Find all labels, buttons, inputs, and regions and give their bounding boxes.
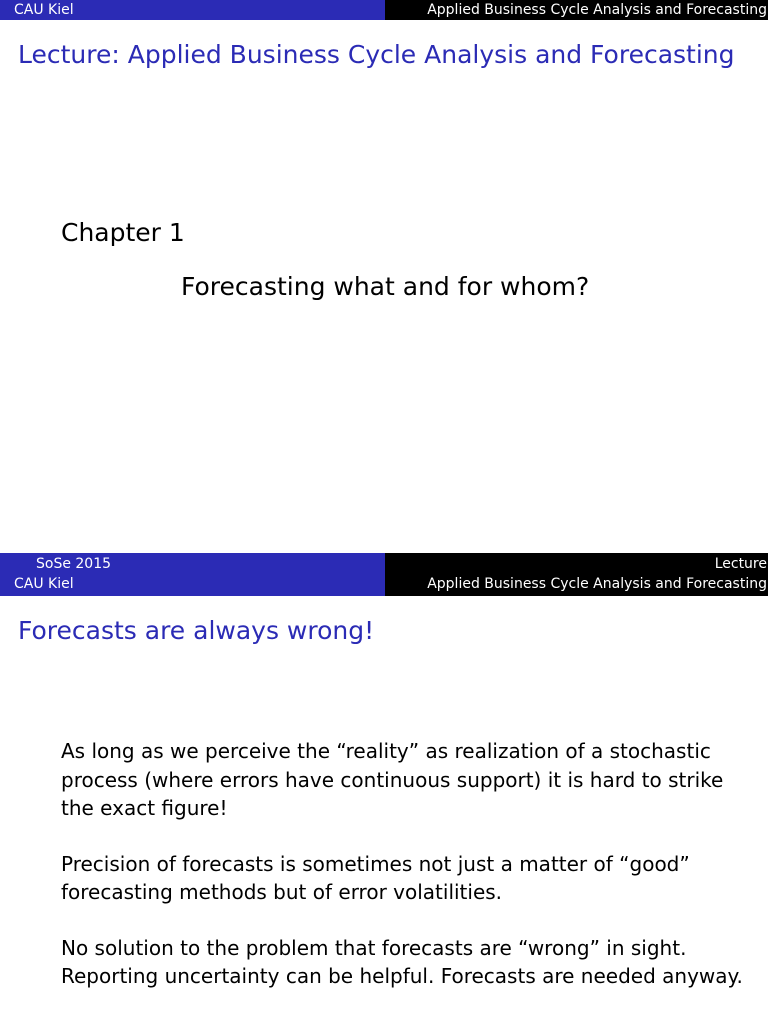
chapter-number: Chapter 1 — [61, 218, 185, 247]
slide1-header-institution: CAU Kiel — [14, 2, 74, 18]
slide-separator-band — [0, 553, 768, 596]
paragraph-stochastic: As long as we perceive the “reality” as realization of a stochastic process (where errors have continuous support) it is hard to strike the exact figure! — [61, 739, 724, 820]
paragraph-solution: No solution to the problem that forecasts are “wrong” in sight. Reporting uncertainty can be helpful. Forecasts are needed anyway. — [61, 935, 743, 988]
slide2-header-institution: CAU Kiel — [14, 576, 74, 592]
slide1-header-course: Applied Business Cycle Analysis and Forecasting — [427, 2, 767, 18]
slide1-footer-lecture: Lecture — [714, 556, 767, 572]
band-right — [385, 553, 768, 596]
paragraph-precision: Precision of forecasts is sometimes not just a matter of “good” forecasting methods but of error volatilities. — [61, 851, 690, 904]
slide2-body — [61, 737, 751, 991]
chapter-subtitle: Forecasting what and for whom? — [181, 272, 590, 301]
band-left — [0, 553, 385, 596]
slide2-title: Forecasts are always wrong! — [18, 616, 375, 645]
slide1-header-left — [0, 0, 385, 20]
slide2-header-course: Applied Business Cycle Analysis and Forecasting — [427, 576, 767, 592]
slide1-header-bar — [0, 0, 768, 20]
slide1-header-right — [385, 0, 768, 20]
slide1-title: Lecture: Applied Business Cycle Analysis and Forecasting — [18, 40, 735, 69]
slide1-footer-semester: SoSe 2015 — [36, 556, 112, 572]
